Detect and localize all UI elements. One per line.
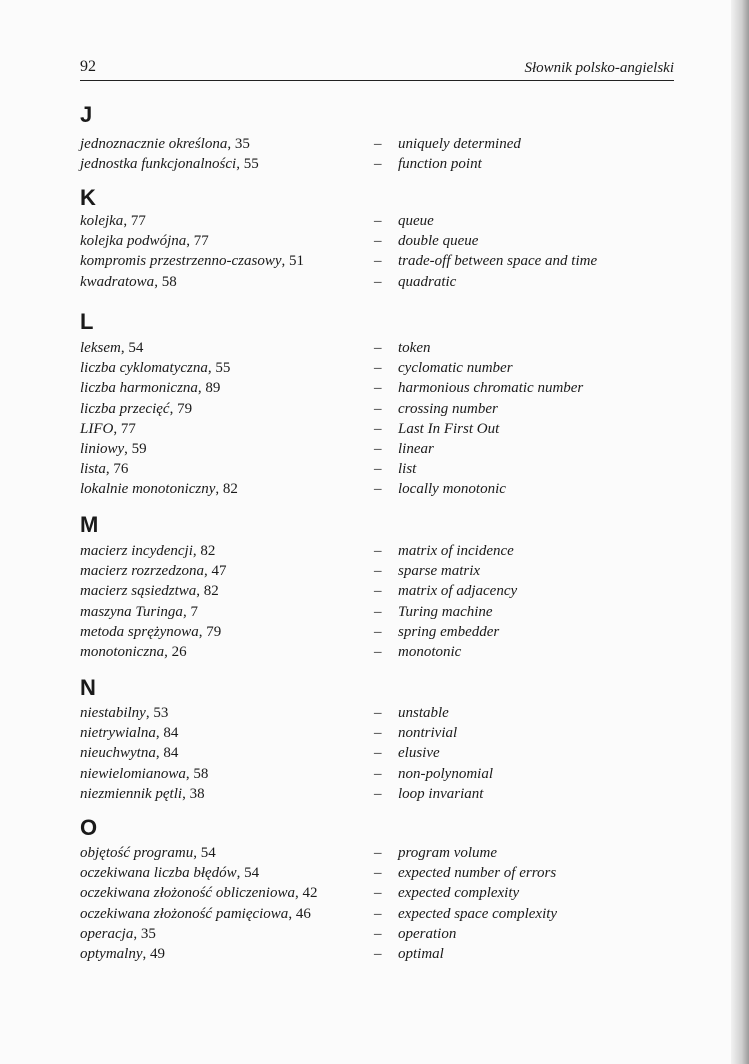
- term-text: macierz sąsiedztwa: [80, 583, 197, 600]
- glossary-entry: [80, 764, 680, 784]
- polish-term: liniowy, 59: [80, 441, 147, 457]
- term-text: LIFO: [80, 420, 114, 437]
- polish-term: kolejka, 77: [80, 213, 146, 229]
- glossary-entry: [80, 479, 680, 499]
- term-text: macierz incydencji: [80, 543, 193, 559]
- polish-term: lista, 76: [80, 461, 129, 478]
- english-translation: operation: [398, 925, 457, 942]
- term-text: jednoznacznie określona: [80, 136, 228, 152]
- english-translation: matrix of incidence: [398, 543, 514, 559]
- term-text: oczekiwana liczba błędów: [80, 865, 237, 882]
- polish-term: macierz sąsiedztwa, 82: [80, 583, 219, 600]
- polish-term: nietrywialna, 84: [80, 725, 179, 742]
- separator-dash: –: [374, 785, 382, 802]
- section-letter-n: N: [80, 675, 96, 700]
- glossary-entry: [80, 399, 680, 419]
- glossary-entry: [80, 541, 680, 561]
- polish-term: niezmiennik pętli, 38: [80, 785, 205, 802]
- separator-dash: –: [374, 745, 382, 762]
- separator-dash: –: [374, 905, 382, 922]
- polish-term: niewielomianowa, 58: [80, 765, 209, 782]
- english-translation: monotonic: [398, 644, 462, 660]
- polish-term: liczba harmoniczna, 89: [80, 380, 221, 397]
- term-text: niezmiennik pętli: [80, 785, 183, 802]
- separator-dash: –: [374, 603, 382, 620]
- english-translation: function point: [398, 156, 482, 173]
- running-title: Słownik polsko-angielski: [524, 60, 674, 76]
- english-translation: nontrivial: [398, 725, 458, 742]
- term-text: liczba przecięć: [80, 400, 170, 417]
- polish-term: optymalny, 49: [80, 946, 165, 962]
- term-text: kwadratowa: [80, 273, 155, 290]
- term-text: liczba cyklomatyczna: [80, 360, 208, 377]
- separator-dash: –: [374, 136, 382, 152]
- separator-dash: –: [374, 946, 382, 962]
- glossary-entry: [80, 251, 680, 271]
- separator-dash: –: [374, 156, 382, 173]
- term-text: oczekiwana złożoność obliczeniowa: [80, 885, 295, 902]
- english-translation: elusive: [398, 745, 440, 762]
- page-reference: 77: [130, 213, 146, 229]
- page-reference: 46: [295, 905, 311, 922]
- english-translation: loop invariant: [398, 785, 484, 802]
- separator-dash: –: [374, 644, 382, 660]
- polish-term: kompromis przestrzenno-czasowy, 51: [80, 253, 305, 270]
- page-reference: 54: [200, 845, 216, 861]
- polish-term: jednostka funkcjonalności, 55: [80, 156, 259, 173]
- term-text: maszyna Turinga: [80, 603, 183, 620]
- page-reference: 79: [177, 400, 193, 417]
- glossary-entry: [80, 743, 680, 763]
- glossary-entry: [80, 883, 680, 903]
- polish-term: niestabilny, 53: [80, 705, 169, 721]
- section-letter-l: L: [80, 309, 94, 334]
- term-text: optymalny: [80, 946, 143, 962]
- english-translation: Turing machine: [398, 603, 493, 620]
- separator-dash: –: [374, 725, 382, 742]
- page-reference: 26: [171, 644, 187, 660]
- separator-dash: –: [374, 563, 382, 580]
- term-text: nieuchwytna: [80, 745, 156, 762]
- separator-dash: –: [374, 481, 382, 498]
- term-text: metoda sprężynowa: [80, 623, 199, 640]
- term-text: liniowy: [80, 441, 125, 457]
- separator-dash: –: [374, 885, 382, 902]
- page-reference: 82: [200, 543, 216, 559]
- glossary-entry: [80, 843, 680, 863]
- english-translation: cyclomatic number: [398, 360, 513, 377]
- english-translation: expected space complexity: [398, 905, 558, 922]
- english-translation: spring embedder: [398, 623, 500, 640]
- glossary-entry: [80, 211, 680, 231]
- section-letter-o: O: [80, 815, 98, 840]
- page-reference: 58: [193, 765, 209, 782]
- page-reference: 58: [161, 273, 177, 290]
- glossary-entry: [80, 419, 680, 439]
- glossary-entry: [80, 581, 680, 601]
- separator-dash: –: [374, 400, 382, 417]
- polish-term: macierz rozrzedzona, 47: [80, 563, 227, 580]
- separator-dash: –: [374, 253, 382, 270]
- glossary-entry: [80, 134, 680, 154]
- english-translation: unstable: [398, 705, 449, 721]
- english-translation: double queue: [398, 233, 479, 250]
- english-translation: expected number of errors: [398, 865, 557, 882]
- separator-dash: –: [374, 705, 382, 721]
- separator-dash: –: [374, 461, 382, 478]
- glossary-entry: [80, 863, 680, 883]
- term-text: nietrywialna: [80, 725, 156, 742]
- separator-dash: –: [374, 543, 382, 559]
- page-reference: 77: [193, 233, 209, 250]
- separator-dash: –: [374, 233, 382, 250]
- glossary-entry: [80, 602, 680, 622]
- page-reference: 38: [189, 785, 205, 802]
- english-translation: linear: [398, 441, 434, 457]
- english-translation: non-polynomial: [398, 765, 493, 782]
- term-text: niestabilny: [80, 705, 146, 721]
- glossary-entry: [80, 338, 680, 358]
- polish-term: metoda sprężynowa, 79: [80, 623, 222, 640]
- glossary-entry: [80, 358, 680, 378]
- page-reference: 49: [149, 946, 165, 962]
- polish-term: kwadratowa, 58: [80, 273, 177, 290]
- glossary-entry: [80, 378, 680, 398]
- glossary-entry: [80, 459, 680, 479]
- polish-term: lokalnie monotoniczny, 82: [80, 481, 238, 498]
- polish-term: oczekiwana złożoność pamięciowa, 46: [80, 905, 311, 922]
- polish-term: leksem, 54: [80, 340, 144, 356]
- polish-term: nieuchwytna, 84: [80, 745, 179, 762]
- page-reference: 82: [222, 481, 238, 498]
- page-reference: 55: [243, 156, 259, 173]
- page-reference: 84: [163, 745, 179, 762]
- term-text: jednostka funkcjonalności: [80, 156, 237, 173]
- page-reference: 7: [190, 603, 198, 620]
- separator-dash: –: [374, 340, 382, 356]
- polish-term: operacja, 35: [80, 925, 156, 942]
- glossary-entry: [80, 703, 680, 723]
- english-translation: queue: [398, 213, 434, 229]
- glossary-entry: [80, 622, 680, 642]
- english-translation: matrix of adjacency: [398, 583, 518, 600]
- english-translation: program volume: [398, 845, 498, 861]
- english-translation: expected complexity: [398, 885, 520, 902]
- term-text: lista: [80, 461, 106, 478]
- page-reference: 35: [140, 925, 156, 942]
- term-text: kolejka: [80, 213, 124, 229]
- english-translation: crossing number: [398, 400, 498, 417]
- polish-term: liczba przecięć, 79: [80, 400, 193, 417]
- term-text: kolejka podwójna: [80, 233, 187, 250]
- glossary-entry: [80, 924, 680, 944]
- glossary-entry: [80, 642, 680, 662]
- term-text: monotoniczna: [80, 644, 165, 660]
- polish-term: objętość programu, 54: [80, 845, 216, 861]
- glossary-entry: [80, 231, 680, 251]
- page-reference: 42: [302, 885, 318, 902]
- glossary-entry: [80, 272, 680, 292]
- english-translation: uniquely determined: [398, 136, 521, 152]
- page-reference: 54: [128, 340, 144, 356]
- section-letter-k: K: [80, 185, 96, 210]
- english-translation: trade-off between space and time: [398, 253, 598, 270]
- separator-dash: –: [374, 583, 382, 600]
- english-translation: sparse matrix: [398, 563, 481, 580]
- page-reference: 76: [113, 461, 129, 478]
- separator-dash: –: [374, 213, 382, 229]
- page-reference: 51: [289, 253, 305, 270]
- term-text: objętość programu: [80, 845, 194, 861]
- term-text: kompromis przestrzenno-czasowy: [80, 253, 282, 270]
- page-reference: 89: [205, 380, 221, 397]
- page-reference: 35: [234, 136, 250, 152]
- polish-term: maszyna Turinga, 7: [80, 603, 198, 620]
- polish-term: oczekiwana liczba błędów, 54: [80, 865, 260, 882]
- english-translation: quadratic: [398, 273, 457, 290]
- term-text: niewielomianowa: [80, 765, 186, 782]
- page-reference: 47: [211, 563, 227, 580]
- polish-term: LIFO, 77: [80, 420, 136, 437]
- glossary-entry: [80, 904, 680, 924]
- polish-term: jednoznacznie określona, 35: [80, 136, 250, 152]
- page-number: 92: [80, 58, 96, 75]
- glossary-entry: [80, 561, 680, 581]
- separator-dash: –: [374, 845, 382, 861]
- page-reference: 54: [244, 865, 260, 882]
- separator-dash: –: [374, 623, 382, 640]
- separator-dash: –: [374, 273, 382, 290]
- polish-term: oczekiwana złożoność obliczeniowa, 42: [80, 885, 318, 902]
- glossary-entry: [80, 439, 680, 459]
- english-translation: token: [398, 340, 431, 356]
- term-text: oczekiwana złożoność pamięciowa: [80, 905, 289, 922]
- page-reference: 84: [163, 725, 179, 742]
- section-letter-j: J: [80, 102, 93, 127]
- separator-dash: –: [374, 420, 382, 437]
- page-reference: 77: [120, 420, 136, 437]
- polish-term: macierz incydencji, 82: [80, 543, 216, 559]
- polish-term: liczba cyklomatyczna, 55: [80, 360, 231, 377]
- page-header: [80, 58, 674, 81]
- page-edge-shadow: [731, 0, 749, 1064]
- polish-term: monotoniczna, 26: [80, 644, 187, 660]
- glossary-entry: [80, 944, 680, 964]
- separator-dash: –: [374, 380, 382, 397]
- separator-dash: –: [374, 925, 382, 942]
- page-reference: 82: [203, 583, 219, 600]
- english-translation: optimal: [398, 946, 444, 962]
- page-reference: 79: [206, 623, 222, 640]
- term-text: lokalnie monotoniczny: [80, 481, 216, 498]
- page-reference: 53: [153, 705, 169, 721]
- term-text: operacja: [80, 925, 134, 942]
- page-reference: 55: [215, 360, 231, 377]
- english-translation: locally monotonic: [398, 481, 506, 498]
- english-translation: harmonious chromatic number: [398, 380, 584, 397]
- english-translation: Last In First Out: [398, 420, 500, 437]
- separator-dash: –: [374, 865, 382, 882]
- separator-dash: –: [374, 441, 382, 457]
- term-text: leksem: [80, 340, 121, 356]
- polish-term: kolejka podwójna, 77: [80, 233, 209, 250]
- term-text: macierz rozrzedzona: [80, 563, 205, 580]
- page-reference: 59: [131, 441, 147, 457]
- english-translation: list: [398, 461, 417, 478]
- term-text: liczba harmoniczna: [80, 380, 198, 397]
- glossary-entry: [80, 784, 680, 804]
- section-letter-m: M: [80, 512, 99, 537]
- glossary-entry: [80, 723, 680, 743]
- glossary-entry: [80, 154, 680, 174]
- separator-dash: –: [374, 765, 382, 782]
- separator-dash: –: [374, 360, 382, 377]
